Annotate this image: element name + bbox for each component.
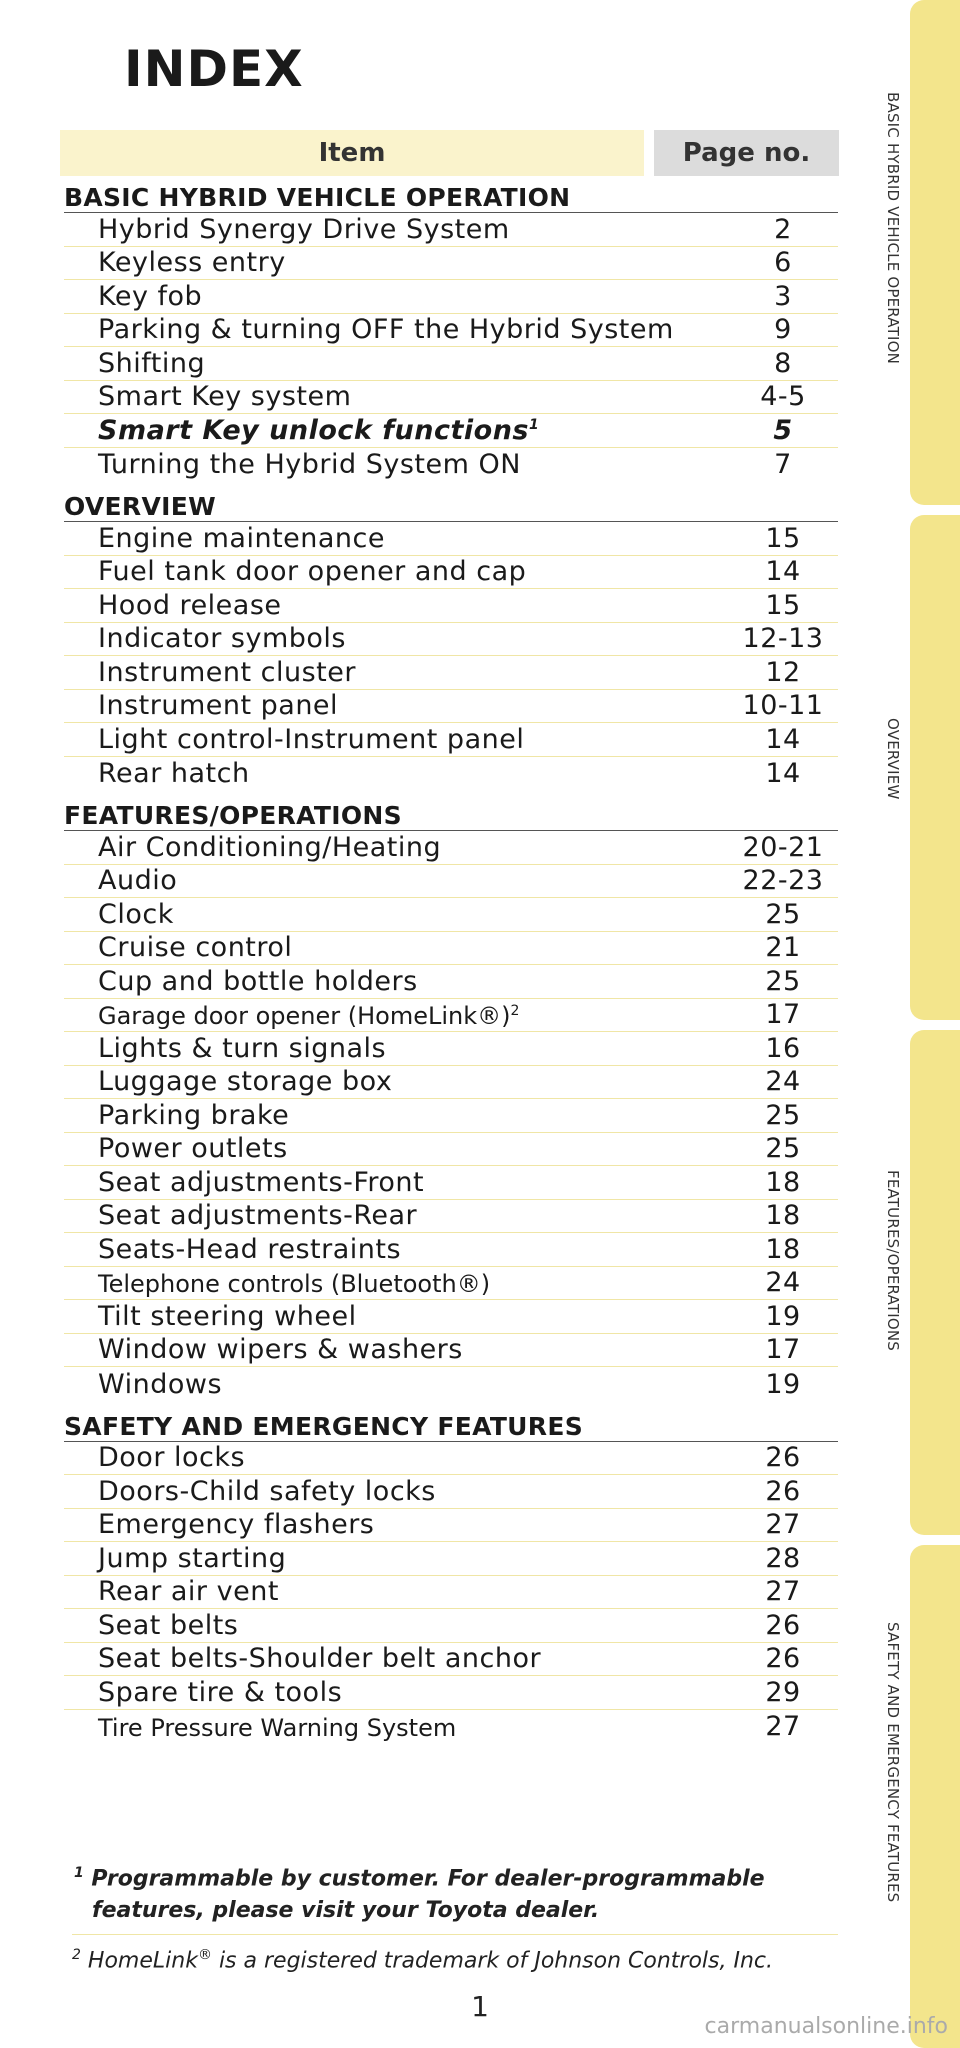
entry-name: Tire Pressure Warning System (98, 1714, 457, 1742)
entry-page: 21 (765, 932, 801, 963)
watermark: carmanualsonline.info (704, 2014, 948, 2039)
entry-page: 14 (765, 556, 801, 587)
entry-name: Engine maintenance (98, 522, 386, 554)
entry-name: Spare tire & tools (98, 1676, 343, 1708)
page-number: 1 (471, 1990, 489, 2023)
index-entry (64, 589, 838, 623)
entry-page: 7 (774, 449, 792, 480)
section-title: SAFETY AND EMERGENCY FEATURES (64, 1411, 838, 1442)
index-entry (64, 1032, 838, 1066)
side-label-overview: OVERVIEW (884, 718, 902, 800)
index-section (64, 182, 838, 481)
entry-name: Seat belts-Shoulder belt anchor (98, 1643, 542, 1674)
index-entry (64, 522, 838, 556)
entry-name: Jump starting (98, 1542, 287, 1574)
side-label-safety: SAFETY AND EMERGENCY FEATURES (884, 1622, 902, 1903)
entry-page: 28 (765, 1542, 801, 1574)
index-entry (64, 280, 838, 314)
page-title: INDEX (124, 40, 304, 98)
index-entry (64, 656, 838, 690)
index-entry (64, 1475, 838, 1509)
entry-page: 24 (765, 1267, 801, 1298)
index-entry (64, 1099, 838, 1133)
side-label-basic: BASIC HYBRID VEHICLE OPERATION (884, 92, 902, 365)
entry-page: 19 (765, 1368, 801, 1400)
entry-name: Fuel tank door opener and cap (98, 556, 527, 587)
index-entry (64, 831, 838, 865)
index-entry (64, 213, 838, 247)
entry-name: Instrument cluster (98, 656, 356, 688)
index-entry (64, 865, 838, 899)
entry-name: Doors-Child safety locks (98, 1475, 436, 1507)
index-entry (64, 723, 838, 757)
entry-page: 15 (765, 589, 801, 621)
index-section (64, 491, 838, 790)
index-table (64, 182, 838, 1743)
entry-name: Seats-Head restraints (98, 1233, 402, 1265)
entry-page: 2 (774, 213, 792, 245)
entry-page: 24 (765, 1066, 801, 1097)
entry-name: Light control-Instrument panel (98, 723, 525, 755)
entry-page: 14 (765, 758, 801, 789)
index-entry (64, 247, 838, 281)
entry-name: Rear air vent (98, 1576, 279, 1607)
entry-name: Parking & turning OFF the Hybrid System (98, 314, 674, 345)
index-entry (64, 690, 838, 724)
entry-page: 25 (765, 898, 801, 930)
entry-page: 8 (774, 347, 792, 379)
side-tab-overview[interactable] (910, 515, 960, 1020)
side-tab-features[interactable] (910, 1030, 960, 1535)
entry-name: Smart Key unlock functions$^1$ (98, 414, 540, 446)
column-header-item: Item (60, 130, 644, 176)
side-label-features: FEATURES/OPERATIONS (884, 1170, 902, 1351)
entry-page: 26 (765, 1475, 801, 1507)
entry-page: 12 (765, 656, 801, 688)
index-entry (64, 623, 838, 657)
section-title: BASIC HYBRID VEHICLE OPERATION (64, 182, 838, 213)
side-tab-safety[interactable] (910, 1545, 960, 2048)
index-entry (64, 1334, 838, 1368)
index-entry (64, 1442, 838, 1476)
index-entry (64, 381, 838, 415)
entry-page: 25 (765, 1099, 801, 1131)
entry-name: Rear hatch (98, 758, 250, 789)
index-entry (64, 1233, 838, 1267)
entry-name: Emergency flashers (98, 1509, 375, 1540)
index-section (64, 1411, 838, 1744)
entry-name: Cup and bottle holders (98, 965, 418, 997)
entry-page: 19 (765, 1300, 801, 1332)
index-entry (64, 414, 838, 448)
index-entry (64, 1367, 838, 1401)
index-entry (64, 932, 838, 966)
entry-name: Telephone controls (Bluetooth®) (98, 1270, 491, 1298)
index-entry (64, 1300, 838, 1334)
entry-page: 17 (765, 1334, 801, 1365)
entry-page: 27 (765, 1711, 801, 1742)
entry-page: 27 (765, 1576, 801, 1607)
index-entry (64, 1509, 838, 1543)
index-entry (64, 448, 838, 482)
entry-page: 5 (773, 414, 793, 446)
index-entry (64, 314, 838, 348)
entry-name: Instrument panel (98, 690, 339, 721)
entry-page: 16 (765, 1032, 801, 1064)
index-entry (64, 1542, 838, 1576)
entry-page: 25 (765, 965, 801, 997)
side-tab-basic[interactable] (910, 0, 960, 505)
entry-name: Keyless entry (98, 247, 286, 278)
entry-page: 15 (765, 522, 801, 554)
side-tabs (910, 0, 960, 2048)
entry-name: Hood release (98, 589, 282, 621)
entry-page: 4-5 (760, 381, 806, 412)
entry-page: 29 (765, 1676, 801, 1708)
index-entry (64, 556, 838, 590)
index-entry (64, 1609, 838, 1643)
entry-name: Lights & turn signals (98, 1032, 387, 1064)
index-entry (64, 1166, 838, 1200)
index-entry (64, 1267, 838, 1301)
index-entry (64, 898, 838, 932)
index-entry (64, 1200, 838, 1234)
entry-page: 9 (774, 314, 792, 345)
entry-page: 6 (774, 247, 792, 278)
entry-page: 25 (765, 1133, 801, 1164)
entry-name: Turning the Hybrid System ON (98, 449, 521, 480)
index-section (64, 800, 838, 1401)
entry-name: Smart Key system (98, 381, 352, 412)
entry-name: Cruise control (98, 932, 293, 963)
column-header-page: Page no. (654, 130, 839, 176)
entry-page: 10-11 (742, 690, 824, 721)
entry-name: Seat adjustments-Rear (98, 1200, 418, 1231)
entry-page: 17 (765, 999, 801, 1030)
entry-name: Seat belts (98, 1609, 239, 1641)
index-entry (64, 1066, 838, 1100)
entry-name: Hybrid Synergy Drive System (98, 213, 510, 245)
entry-page: 27 (765, 1509, 801, 1540)
entry-name: Windows (98, 1368, 223, 1400)
entry-name: Key fob (98, 280, 203, 312)
footnote-2: $^2$ HomeLink® is a registered trademark of Johnson Controls, Inc. (72, 1947, 774, 1974)
entry-name: Garage door opener (HomeLink®)$^2$ (98, 1002, 520, 1030)
entry-name: Luggage storage box (98, 1066, 393, 1097)
entry-page: 18 (765, 1200, 801, 1231)
entry-page: 3 (774, 280, 792, 312)
entry-name: Door locks (98, 1442, 246, 1473)
entry-name: Parking brake (98, 1099, 290, 1131)
entry-name: Window wipers & washers (98, 1334, 463, 1365)
index-entry (64, 1643, 838, 1677)
index-entry (64, 757, 838, 791)
index-entry (64, 999, 838, 1033)
entry-page: 26 (765, 1643, 801, 1674)
entry-page: 26 (765, 1442, 801, 1473)
entry-name: Air Conditioning/Heating (98, 831, 442, 863)
index-entry (64, 1576, 838, 1610)
index-entry (64, 1676, 838, 1710)
index-entry (64, 347, 838, 381)
footnote-1: $^1$ Programmable by customer. For dealer-programmable features, please visit your Toyota dealer. (74, 1865, 765, 1924)
index-entry (64, 1133, 838, 1167)
entry-name: Indicator symbols (98, 623, 346, 654)
entry-page: 20-21 (742, 831, 824, 863)
entry-page: 26 (765, 1609, 801, 1641)
entry-page: 18 (765, 1233, 801, 1265)
section-title: OVERVIEW (64, 491, 838, 522)
entry-page: 18 (765, 1166, 801, 1198)
section-title: FEATURES/OPERATIONS (64, 800, 838, 831)
entry-name: Seat adjustments-Front (98, 1166, 425, 1198)
entry-name: Tilt steering wheel (98, 1300, 357, 1332)
entry-name: Power outlets (98, 1133, 288, 1164)
entry-page: 22-23 (742, 865, 824, 896)
entry-name: Clock (98, 898, 174, 930)
entry-page: 14 (765, 723, 801, 755)
entry-page: 12-13 (742, 623, 824, 654)
entry-name: Shifting (98, 347, 206, 379)
index-entry (64, 1710, 838, 1744)
index-entry (64, 965, 838, 999)
footnote-divider (72, 1934, 838, 1935)
entry-name: Audio (98, 865, 178, 896)
